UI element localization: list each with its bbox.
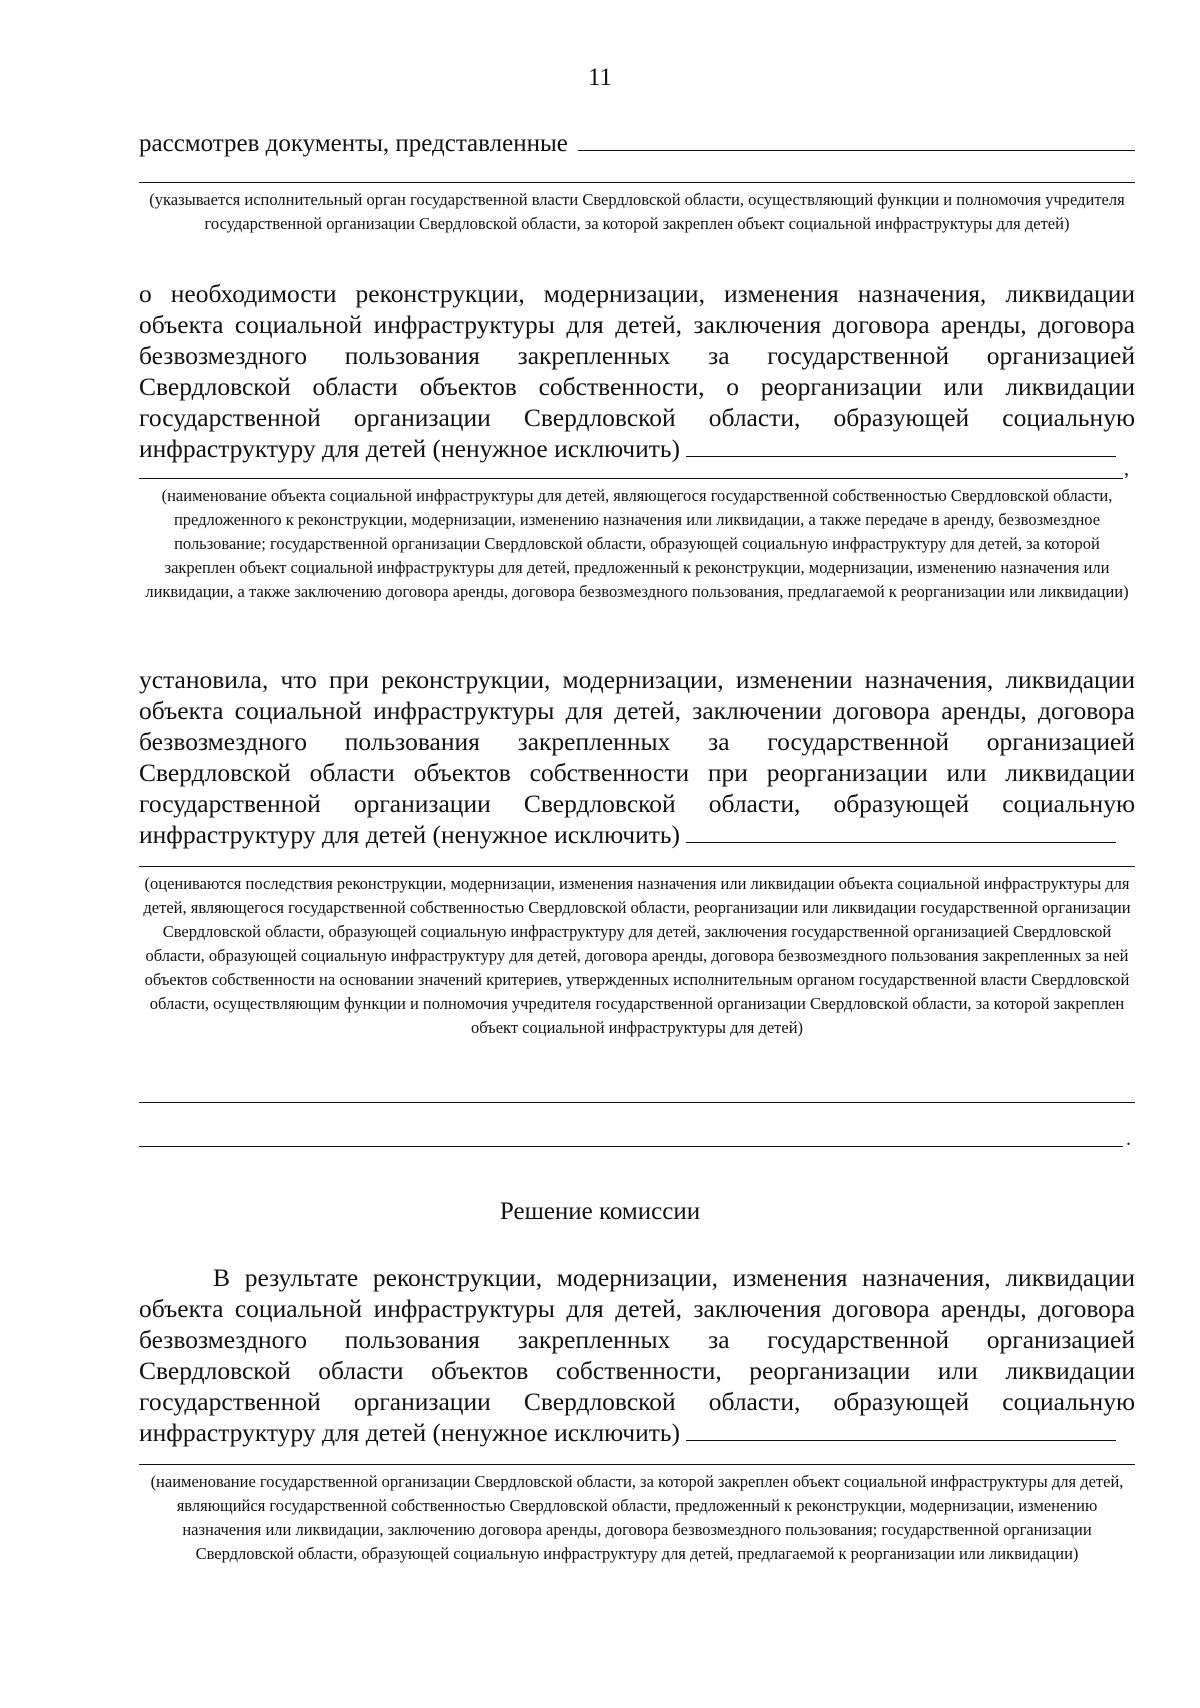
caption-organization-name: (наименование государственной организации Свердловской области, за которой закреплен объект социальной инфраструктуры для детей, являющийся государственной собственностью Свердловской области, предложенный к реконструкции, модернизации, изменению назначения или ликвидации, заключению договора аренды, договора безвозмездного пользования; государственной организации Свердловской области, образующей социальную инфраструктуру для детей, предлагаемой к реорганизации или ликвидации) bbox=[150, 1472, 1124, 1563]
comma-mark: , bbox=[1124, 458, 1129, 480]
paragraph-necessity bbox=[139, 278, 1135, 464]
intro-fill-field[interactable] bbox=[578, 130, 1135, 151]
caption-object-name: (наименование объекта социальной инфраструктуры для детей, являющегося государственной собственностью Свердловской области, предложенного к реконструкции, модернизации, изменению назначения или ликвидации, а также передаче в аренду, безвозмездное пользование; государственной организации Свердловской области, образующей социальную инфраструктуру для детей, за которой закреплен объект социальной инфраструктуры для детей, предложенный к реконструкции, модернизации, изменению назначения или ликвидации, а также заключению договора аренды, договора безвозмездного пользования, предлагаемой к реорганизации или ликвидации) bbox=[145, 486, 1129, 601]
decision-fill-field[interactable] bbox=[686, 1422, 1116, 1441]
object-fill-field[interactable] bbox=[139, 478, 1123, 479]
paragraph-established-text: установила, что при реконструкции, модернизации, изменении назначения, ликвидации объекта социальной инфраструктуры для детей, заключении договора аренды, договора безвозмездного пользования закрепленных за государственной организацией Свердловской области объектов собственности при реорганизации или ликвидации государственной организации Свердловской области, образующей социальную инфраструктуру для детей (ненужное исключить) bbox=[139, 665, 1135, 849]
intro-line bbox=[139, 130, 1135, 158]
extra-fill-field-2[interactable] bbox=[139, 1146, 1123, 1147]
necessity-fill-field[interactable] bbox=[686, 438, 1116, 457]
paragraph-decision-text: В результате реконструкции, модернизации, изменения назначения, ликвидации объекта социальной инфраструктуры для детей, заключения договора аренды, договора безвозмездного пользования закрепленных за государственной организацией Свердловской области объектов собственности, реорганизации или ликвидации государственной организации Свердловской области, образующей социальную инфраструктуру для детей (ненужное исключить) bbox=[139, 1263, 1135, 1447]
caption-authority: (указывается исполнительный орган государственной власти Свердловской области, осуществляющий функции и полномочия учредителя государственной организации Свердловской области, за которой закреплен объект социальной инфраструктуры для детей) bbox=[149, 190, 1125, 233]
period-mark: . bbox=[1126, 1128, 1131, 1150]
caption-consequences: (оцениваются последствия реконструкции, модернизации, изменения назначения или ликвидации объекта социальной инфраструктуры для детей, являющегося государственной собственностью Свердловской области, реорганизации или ликвидации государственной организации Свердловской области, образующей социальную инфраструктуру для детей, заключения государственной организацией Свердловской области, образующей социальную инфраструктуру для детей, договора аренды, договора безвозмездного пользования закрепленных за ней объектов собственности на основании значений критериев, утвержденных исполнительным органом государственной власти Свердловской области, осуществляющим функции и полномочия учредителя государственной организации Свердловской области, за которой закреплен объект социальной инфраструктуры для детей) bbox=[143, 874, 1131, 1037]
intro-lead: рассмотрев документы, представленные bbox=[139, 130, 568, 157]
paragraph-decision bbox=[139, 1262, 1135, 1448]
paragraph-established bbox=[139, 664, 1135, 850]
paragraph-necessity-text: о необходимости реконструкции, модернизации, изменения назначения, ликвидации объекта социальной инфраструктуры для детей, заключения договора аренды, договора безвозмездного пользования закрепленных за государственной организацией Свердловской области объектов собственности, о реорганизации или ликвидации государственной организации Свердловской области, образующей социальную инфраструктуру для детей (ненужное исключить) bbox=[139, 279, 1135, 463]
page-number: 11 bbox=[587, 64, 613, 91]
extra-fill-field-1[interactable] bbox=[139, 1102, 1135, 1103]
organization-fill-field[interactable] bbox=[139, 1464, 1135, 1465]
established-fill-field[interactable] bbox=[686, 824, 1116, 843]
consequences-fill-field[interactable] bbox=[139, 866, 1135, 867]
decision-heading: Решение комиссии bbox=[499, 1198, 701, 1225]
authority-fill-field[interactable] bbox=[139, 182, 1135, 183]
